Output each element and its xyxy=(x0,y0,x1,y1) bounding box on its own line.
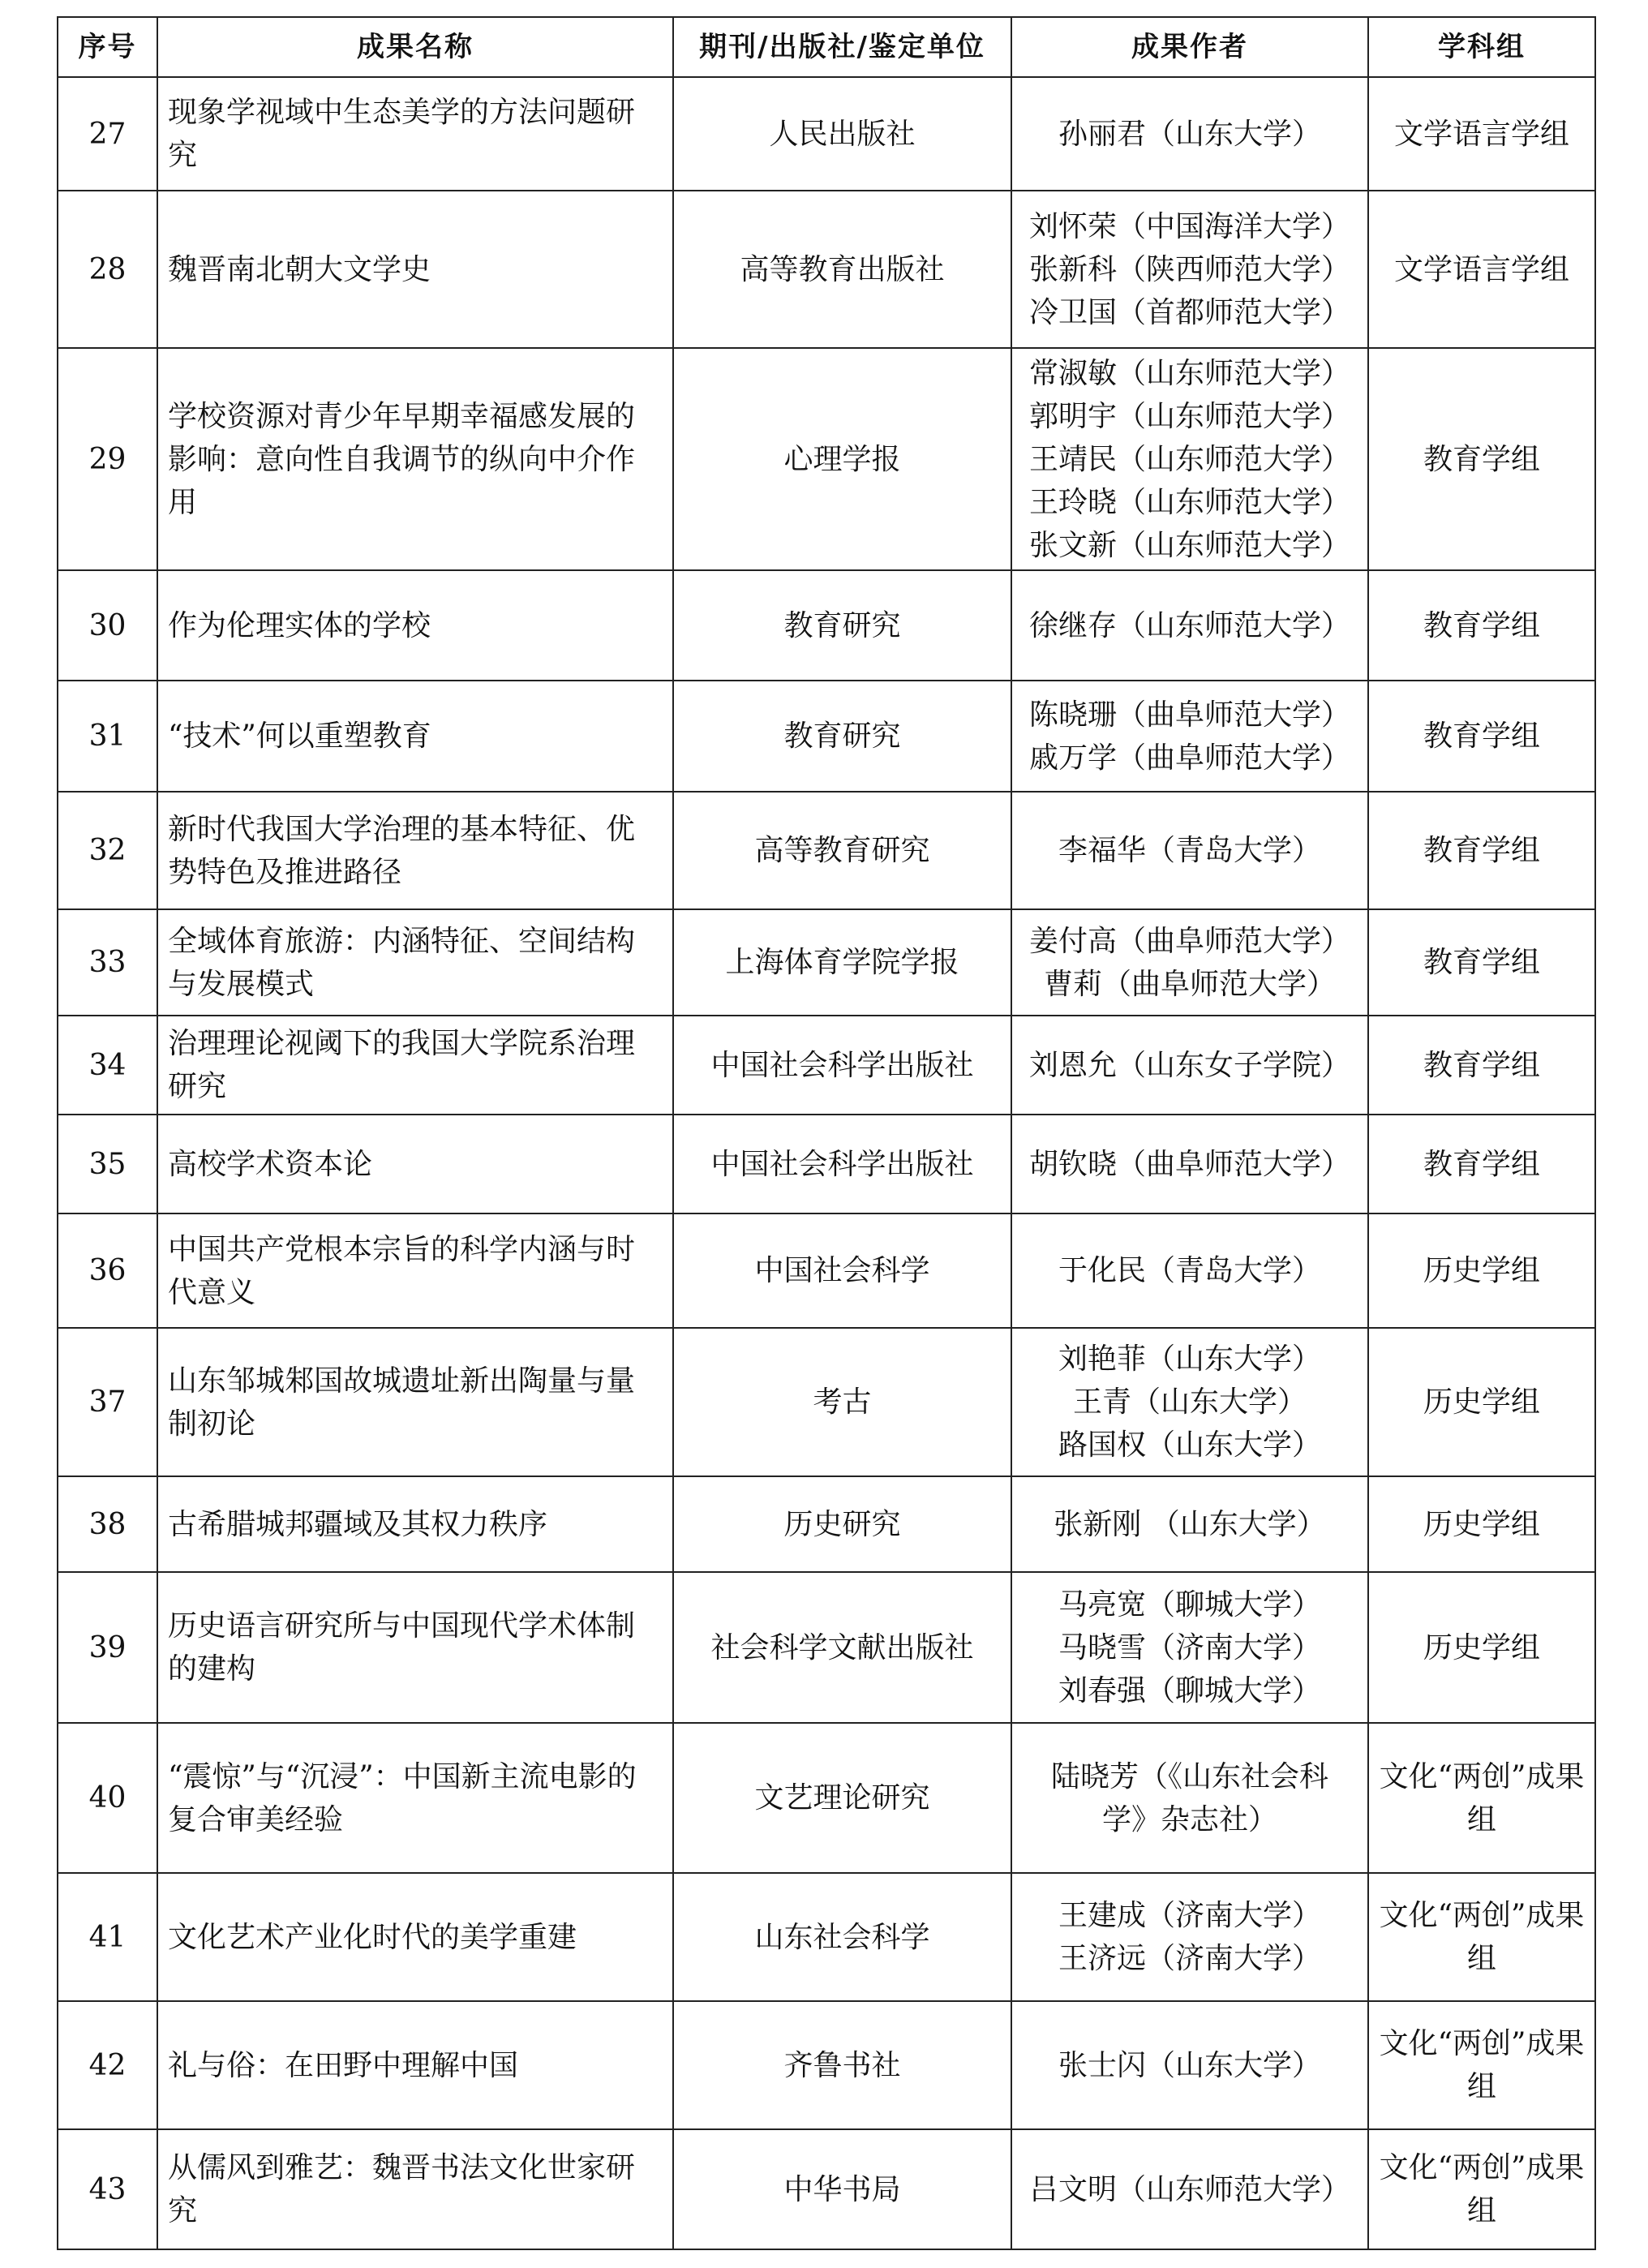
cell-authors xyxy=(1011,1572,1368,1723)
cell-group: 文化“两创”成果组 xyxy=(1368,2129,1595,2249)
cell-publisher: 心理学报 xyxy=(673,348,1011,570)
table-row xyxy=(58,77,1595,191)
cell-no: 37 xyxy=(58,1328,157,1476)
cell-authors xyxy=(1011,1723,1368,1873)
cell-no: 40 xyxy=(58,1723,157,1873)
author-name: 张文新（山东师范大学） xyxy=(1028,528,1350,562)
cell-no: 34 xyxy=(58,1016,157,1115)
cell-title: “技术”何以重塑教育 xyxy=(157,681,673,792)
table-row xyxy=(58,1572,1595,1723)
author-name: 徐继存（山东师范大学） xyxy=(1028,608,1350,642)
cell-publisher: 高等教育研究 xyxy=(673,792,1011,909)
cell-no: 36 xyxy=(58,1213,157,1328)
cell-publisher: 山东社会科学 xyxy=(673,1873,1011,2001)
cell-publisher: 中国社会科学 xyxy=(673,1213,1011,1328)
achievements-table xyxy=(57,16,1596,2250)
cell-group: 教育学组 xyxy=(1368,1115,1595,1213)
cell-publisher: 人民出版社 xyxy=(673,77,1011,191)
cell-title: 中国共产党根本宗旨的科学内涵与时代意义 xyxy=(157,1213,673,1328)
header-no: 序号 xyxy=(58,17,157,77)
cell-group: 教育学组 xyxy=(1368,570,1595,681)
cell-authors xyxy=(1011,792,1368,909)
author-name: 陈晓珊（曲阜师范大学） xyxy=(1028,698,1350,732)
cell-no: 27 xyxy=(58,77,157,191)
table-row xyxy=(58,2129,1595,2249)
header-publisher: 期刊/出版社/鉴定单位 xyxy=(673,17,1011,77)
cell-title: 学校资源对青少年早期幸福感发展的影响：意向性自我调节的纵向中介作用 xyxy=(157,348,673,570)
table-row xyxy=(58,909,1595,1016)
table-header-row xyxy=(58,17,1595,77)
cell-publisher: 教育研究 xyxy=(673,570,1011,681)
cell-authors xyxy=(1011,909,1368,1016)
cell-authors xyxy=(1011,348,1368,570)
cell-authors xyxy=(1011,2129,1368,2249)
author-name: 刘恩允（山东女子学院） xyxy=(1028,1048,1350,1082)
table-row xyxy=(58,792,1595,909)
cell-authors xyxy=(1011,191,1368,348)
cell-publisher: 高等教育出版社 xyxy=(673,191,1011,348)
table-row xyxy=(58,1873,1595,2001)
cell-publisher: 上海体育学院学报 xyxy=(673,909,1011,1016)
author-name: 冷卫国（首都师范大学） xyxy=(1028,295,1350,329)
cell-group: 教育学组 xyxy=(1368,792,1595,909)
author-name: 路国权（山东大学） xyxy=(1058,1428,1321,1462)
table-row xyxy=(58,1115,1595,1213)
table-row xyxy=(58,1476,1595,1572)
cell-no: 30 xyxy=(58,570,157,681)
cell-group: 文学语言学组 xyxy=(1368,191,1595,348)
cell-title: 作为伦理实体的学校 xyxy=(157,570,673,681)
table-row xyxy=(58,1723,1595,1873)
author-name: 王济远（济南大学） xyxy=(1058,1942,1321,1975)
cell-title: 历史语言研究所与中国现代学术体制的建构 xyxy=(157,1572,673,1723)
author-name: 张新刚 （山东大学） xyxy=(1054,1507,1326,1541)
cell-title: 古希腊城邦疆域及其权力秩序 xyxy=(157,1476,673,1572)
cell-title: 礼与俗：在田野中理解中国 xyxy=(157,2001,673,2129)
cell-group: 历史学组 xyxy=(1368,1328,1595,1476)
author-name: 于化民（青岛大学） xyxy=(1058,1254,1321,1287)
cell-authors xyxy=(1011,1873,1368,2001)
author-name: 戚万学（曲阜师范大学） xyxy=(1028,741,1350,775)
author-name: 陆晓芳（《山东社会科 xyxy=(1050,1759,1328,1793)
table-row xyxy=(58,2001,1595,2129)
cell-publisher: 考古 xyxy=(673,1328,1011,1476)
cell-no: 35 xyxy=(58,1115,157,1213)
author-name: 马晓雪（济南大学） xyxy=(1058,1630,1321,1664)
cell-group: 教育学组 xyxy=(1368,348,1595,570)
cell-publisher: 中华书局 xyxy=(673,2129,1011,2249)
header-title: 成果名称 xyxy=(157,17,673,77)
table-row xyxy=(58,1328,1595,1476)
author-name: 刘艳菲（山东大学） xyxy=(1058,1342,1321,1376)
cell-no: 42 xyxy=(58,2001,157,2129)
cell-title: 高校学术资本论 xyxy=(157,1115,673,1213)
cell-title: 新时代我国大学治理的基本特征、优势特色及推进路径 xyxy=(157,792,673,909)
author-name: 王玲晓（山东师范大学） xyxy=(1028,485,1350,519)
table-body xyxy=(58,77,1595,2249)
cell-group: 历史学组 xyxy=(1368,1572,1595,1723)
table-row xyxy=(58,1213,1595,1328)
cell-authors xyxy=(1011,77,1368,191)
table-row xyxy=(58,1016,1595,1115)
cell-group: 历史学组 xyxy=(1368,1213,1595,1328)
cell-no: 31 xyxy=(58,681,157,792)
cell-authors xyxy=(1011,1115,1368,1213)
author-name: 曹莉（曲阜师范大学） xyxy=(1043,967,1336,1001)
cell-publisher: 中国社会科学出版社 xyxy=(673,1016,1011,1115)
table-row xyxy=(58,348,1595,570)
cell-title: “震惊”与“沉浸”：中国新主流电影的复合审美经验 xyxy=(157,1723,673,1873)
cell-no: 33 xyxy=(58,909,157,1016)
author-name: 马亮宽（聊城大学） xyxy=(1058,1587,1321,1622)
cell-group: 教育学组 xyxy=(1368,681,1595,792)
author-name: 刘春强（聊城大学） xyxy=(1058,1673,1321,1707)
cell-publisher: 社会科学文献出版社 xyxy=(673,1572,1011,1723)
cell-authors xyxy=(1011,1328,1368,1476)
author-name: 王建成（济南大学） xyxy=(1058,1899,1321,1932)
cell-title: 文化艺术产业化时代的美学重建 xyxy=(157,1873,673,2001)
cell-authors xyxy=(1011,681,1368,792)
cell-title: 从儒风到雅艺：魏晋书法文化世家研究 xyxy=(157,2129,673,2249)
cell-authors xyxy=(1011,1476,1368,1572)
cell-title: 现象学视域中生态美学的方法问题研究 xyxy=(157,77,673,191)
cell-authors xyxy=(1011,2001,1368,2129)
table-row xyxy=(58,570,1595,681)
cell-group: 教育学组 xyxy=(1368,909,1595,1016)
author-name: 孙丽君（山东大学） xyxy=(1058,117,1321,151)
author-name: 姜付高（曲阜师范大学） xyxy=(1028,924,1350,958)
cell-publisher: 齐鲁书社 xyxy=(673,2001,1011,2129)
cell-group: 文学语言学组 xyxy=(1368,77,1595,191)
cell-no: 32 xyxy=(58,792,157,909)
cell-publisher: 中国社会科学出版社 xyxy=(673,1115,1011,1213)
cell-no: 43 xyxy=(58,2129,157,2249)
cell-group: 文化“两创”成果组 xyxy=(1368,1873,1595,2001)
cell-group: 文化“两创”成果组 xyxy=(1368,1723,1595,1873)
cell-title: 山东邹城邾国故城遗址新出陶量与量制初论 xyxy=(157,1328,673,1476)
author-name: 吕文明（山东师范大学） xyxy=(1028,2172,1350,2206)
cell-title: 魏晋南北朝大文学史 xyxy=(157,191,673,348)
cell-title: 全域体育旅游：内涵特征、空间结构与发展模式 xyxy=(157,909,673,1016)
author-name: 学》杂志社） xyxy=(1101,1802,1277,1836)
cell-group: 历史学组 xyxy=(1368,1476,1595,1572)
cell-title: 治理理论视阈下的我国大学院系治理研究 xyxy=(157,1016,673,1115)
cell-no: 39 xyxy=(58,1572,157,1723)
cell-group: 教育学组 xyxy=(1368,1016,1595,1115)
cell-group: 文化“两创”成果组 xyxy=(1368,2001,1595,2129)
cell-authors xyxy=(1011,570,1368,681)
author-name: 王青（山东大学） xyxy=(1072,1385,1307,1419)
table-row xyxy=(58,191,1595,348)
cell-no: 38 xyxy=(58,1476,157,1572)
author-name: 郭明宇（山东师范大学） xyxy=(1028,399,1350,433)
cell-authors xyxy=(1011,1213,1368,1328)
cell-no: 41 xyxy=(58,1873,157,2001)
author-name: 胡钦晓（曲阜师范大学） xyxy=(1028,1147,1350,1181)
cell-publisher: 文艺理论研究 xyxy=(673,1723,1011,1873)
cell-no: 29 xyxy=(58,348,157,570)
author-name: 王靖民（山东师范大学） xyxy=(1028,442,1350,476)
cell-publisher: 历史研究 xyxy=(673,1476,1011,1572)
author-name: 李福华（青岛大学） xyxy=(1058,834,1321,867)
author-name: 刘怀荣（中国海洋大学） xyxy=(1028,209,1350,243)
author-name: 张新科（陕西师范大学） xyxy=(1028,252,1350,286)
cell-no: 28 xyxy=(58,191,157,348)
header-group: 学科组 xyxy=(1368,17,1595,77)
table-row xyxy=(58,681,1595,792)
header-authors: 成果作者 xyxy=(1011,17,1368,77)
cell-authors xyxy=(1011,1016,1368,1115)
author-name: 张士闪（山东大学） xyxy=(1058,2048,1321,2082)
author-name: 常淑敏（山东师范大学） xyxy=(1028,356,1350,390)
cell-publisher: 教育研究 xyxy=(673,681,1011,792)
